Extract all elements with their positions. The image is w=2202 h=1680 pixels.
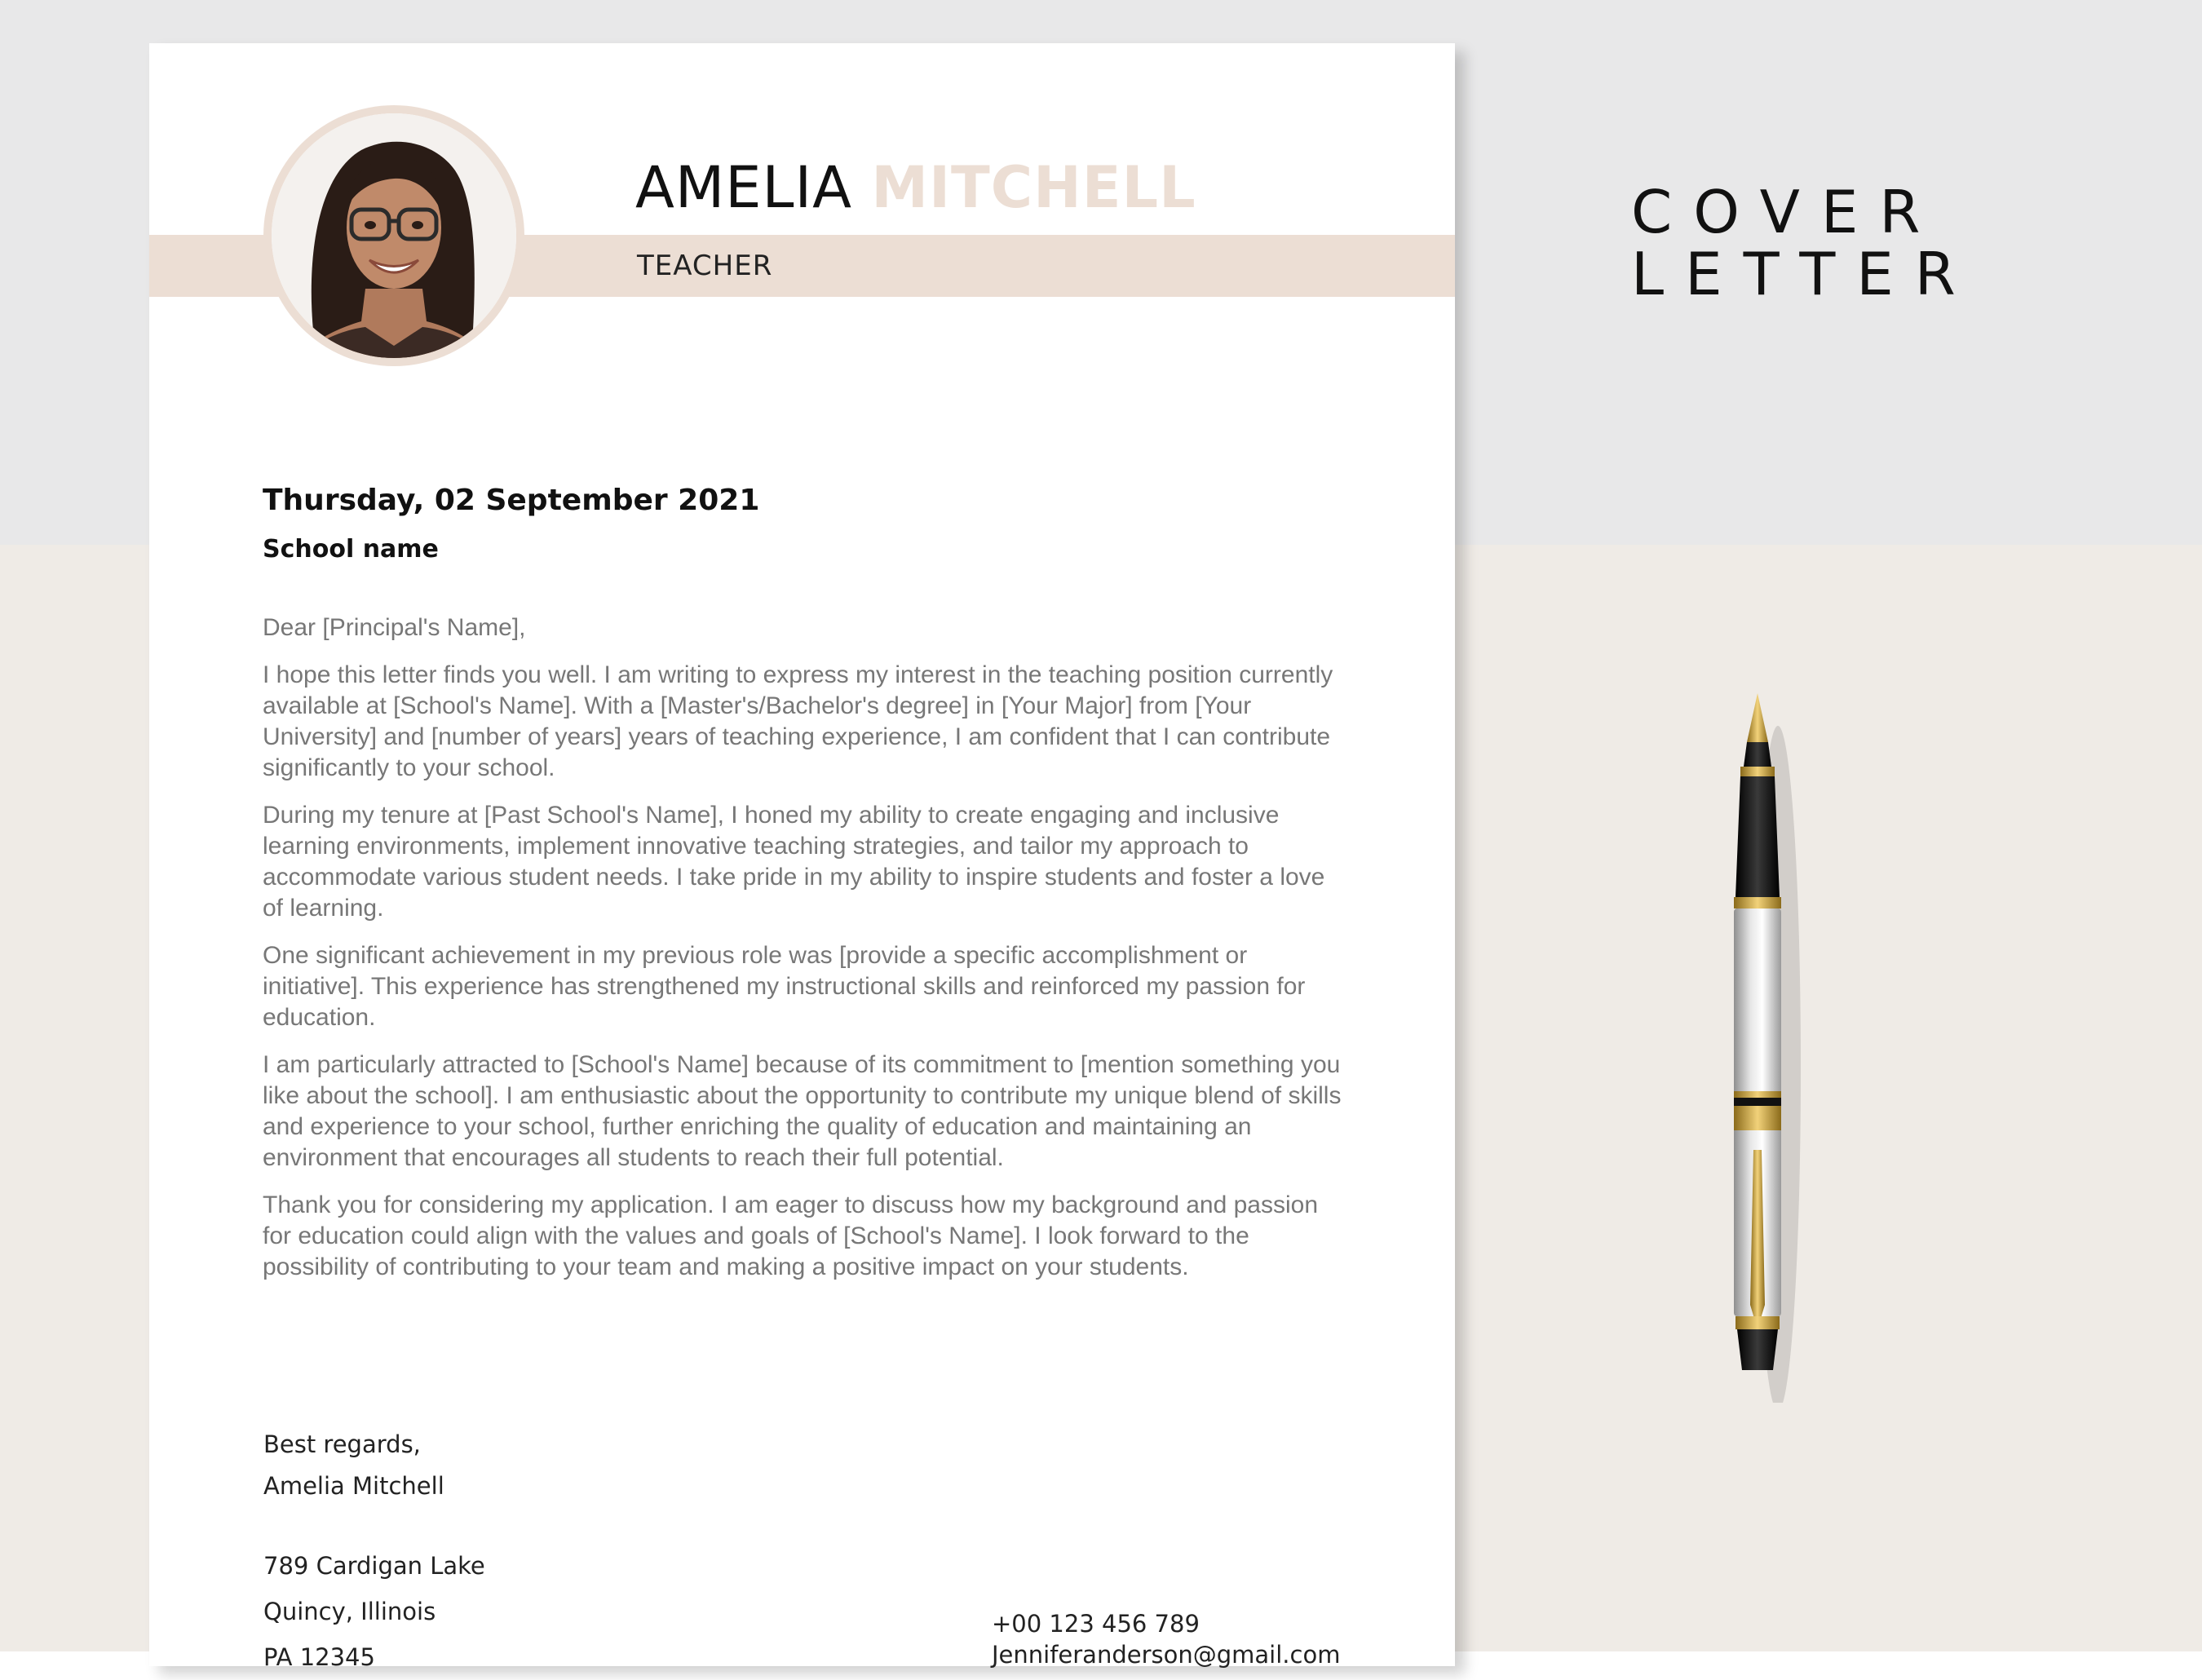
profile-photo xyxy=(272,113,516,358)
address-line: 789 Cardigan Lake xyxy=(263,1552,485,1580)
last-name: MITCHELL xyxy=(871,154,1196,221)
job-title: TEACHER xyxy=(637,250,773,282)
address-line: PA 12345 xyxy=(263,1643,375,1671)
side-title xyxy=(1631,178,1977,308)
phone-number: +00 123 456 789 xyxy=(992,1610,1200,1638)
address-block xyxy=(263,1543,485,1680)
side-title-line1: COVER xyxy=(1631,178,1942,246)
paragraph: I am particularly attracted to [School's Name] because of its commitment to [mention something you like about the school]. I am enthusiastic about the opportunity to contribute my unique blend of skills and experience to your school, further enriching the quality of education and maintaining an environment that encourages all students to reach their full potential. xyxy=(263,1051,1342,1171)
fountain-pen-icon xyxy=(1705,685,1811,1403)
candidate-name xyxy=(635,154,1196,221)
paragraph: I hope this letter finds you well. I am writing to express my interest in the teaching position currently available at [School's Name]. With a [Master's/Bachelor's degree] in [Your Major] from [Your University] and [number of years] years of teaching experience, I am confident that I can contribute significantly to your school. xyxy=(263,661,1333,781)
portrait-illustration xyxy=(272,113,516,358)
paragraph: Thank you for considering my application. I am eager to discuss how my background and passion for education could align with the values and goals of [School's Name]. I look forward to the possibility of contributing to your team and making a positive impact on your students. xyxy=(263,1191,1319,1280)
signature-name: Amelia Mitchell xyxy=(263,1472,444,1500)
contact-block xyxy=(992,1608,1340,1670)
salutation: Dear [Principal's Name], xyxy=(263,614,526,641)
cover-letter-page xyxy=(149,43,1455,1671)
first-name: AMELIA xyxy=(635,154,853,221)
address-line: Quincy, Illinois xyxy=(263,1598,436,1625)
letter-body xyxy=(263,612,1347,1299)
closing-phrase: Best regards, xyxy=(263,1430,421,1458)
recipient-name: School name xyxy=(263,535,439,564)
closing-block xyxy=(263,1424,444,1507)
letter-date: Thursday, 02 September 2021 xyxy=(263,484,760,517)
paragraph: One significant achievement in my previous role was [provide a specific accomplishment or initiative]. This experience has strengthened my instructional skills and reinforced my passion for education. xyxy=(263,942,1306,1031)
email-address: Jenniferanderson@gmail.com xyxy=(992,1641,1341,1669)
paragraph: During my tenure at [Past School's Name], I honed my ability to create engaging and inclusive learning environments, implement innovative teaching strategies, and tailor my approach to accommodate various student needs. I take pride in my ability to inspire students and foster a love of learning. xyxy=(263,802,1325,922)
side-title-line2: LETTER xyxy=(1631,240,1977,308)
